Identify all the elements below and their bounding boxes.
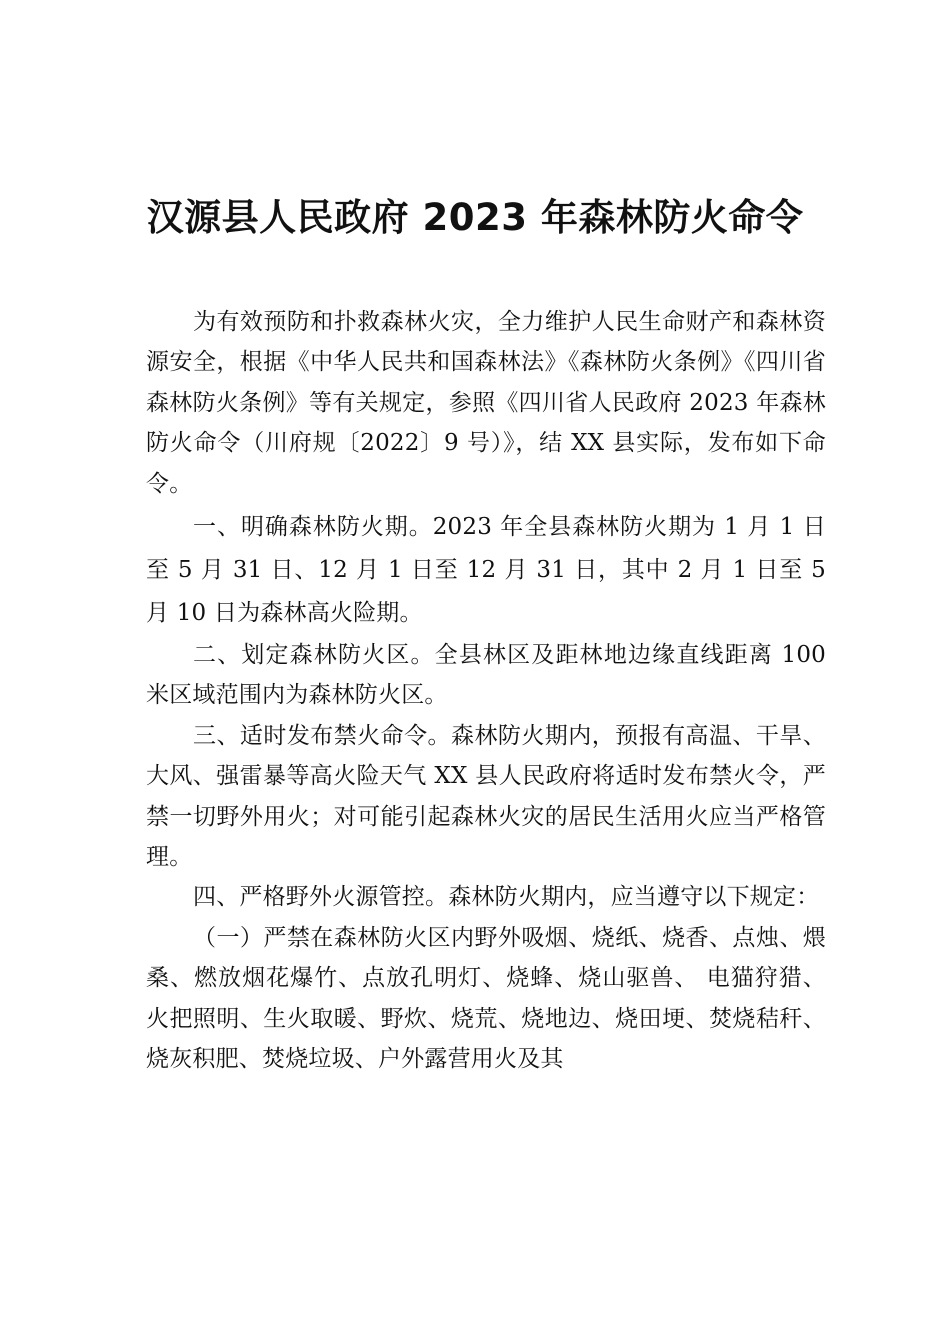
section-1-paragraph: 一、明确森林防火期。2023 年全县森林防火期为 1 月 1 日至 5 月 31 日、12 月 1 日至 12 月 31 日，其中 2 月 1 日至 5 月 10 日为森林高火险期。: [146, 514, 826, 627]
section-2-paragraph: 二、划定森林防火区。全县林区及距林地边缘直线距离 100 米区域范围内为森林防火区。: [146, 642, 826, 709]
intro-paragraph: 为有效预防和扑救森林火灾，全力维护人民生命财产和森林资源安全，根据《中华人民共和国森林法》《森林防火条例》《四川省森林防火条例》等有关规定，参照《四川省人民政府 2023 年森林防火命令（川府规〔2022〕9 号）》，结 XX 县实际，发布如下命令。: [146, 309, 826, 497]
section-4-paragraph: 四、严格野外火源管控。森林防火期内，应当遵守以下规定：: [193, 884, 820, 911]
section-3-paragraph: 三、适时发布禁火命令。森林防火期内，预报有高温、干旱、大风、强雷暴等高火险天气 XX 县人民政府将适时发布禁火令，严禁一切野外用火；对可能引起森林火灾的居民生活用火应当严格管理。: [146, 722, 826, 871]
section-4-item-1-paragraph: （一）严禁在森林防火区内野外吸烟、烧纸、烧香、点烛、煨桑、燃放烟花爆竹、点放孔明灯、烧蜂、烧山驱兽、 电猫狩猎、火把照明、生火取暖、野炊、烧荒、烧地边、烧田埂、焚烧秸秆、烧灰积肥、焚烧垃圾、户外露营用火及其: [146, 924, 826, 1073]
document-body: [146, 302, 826, 1080]
document-title: 汉源县人民政府 2023 年森林防火命令: [146, 196, 804, 239]
